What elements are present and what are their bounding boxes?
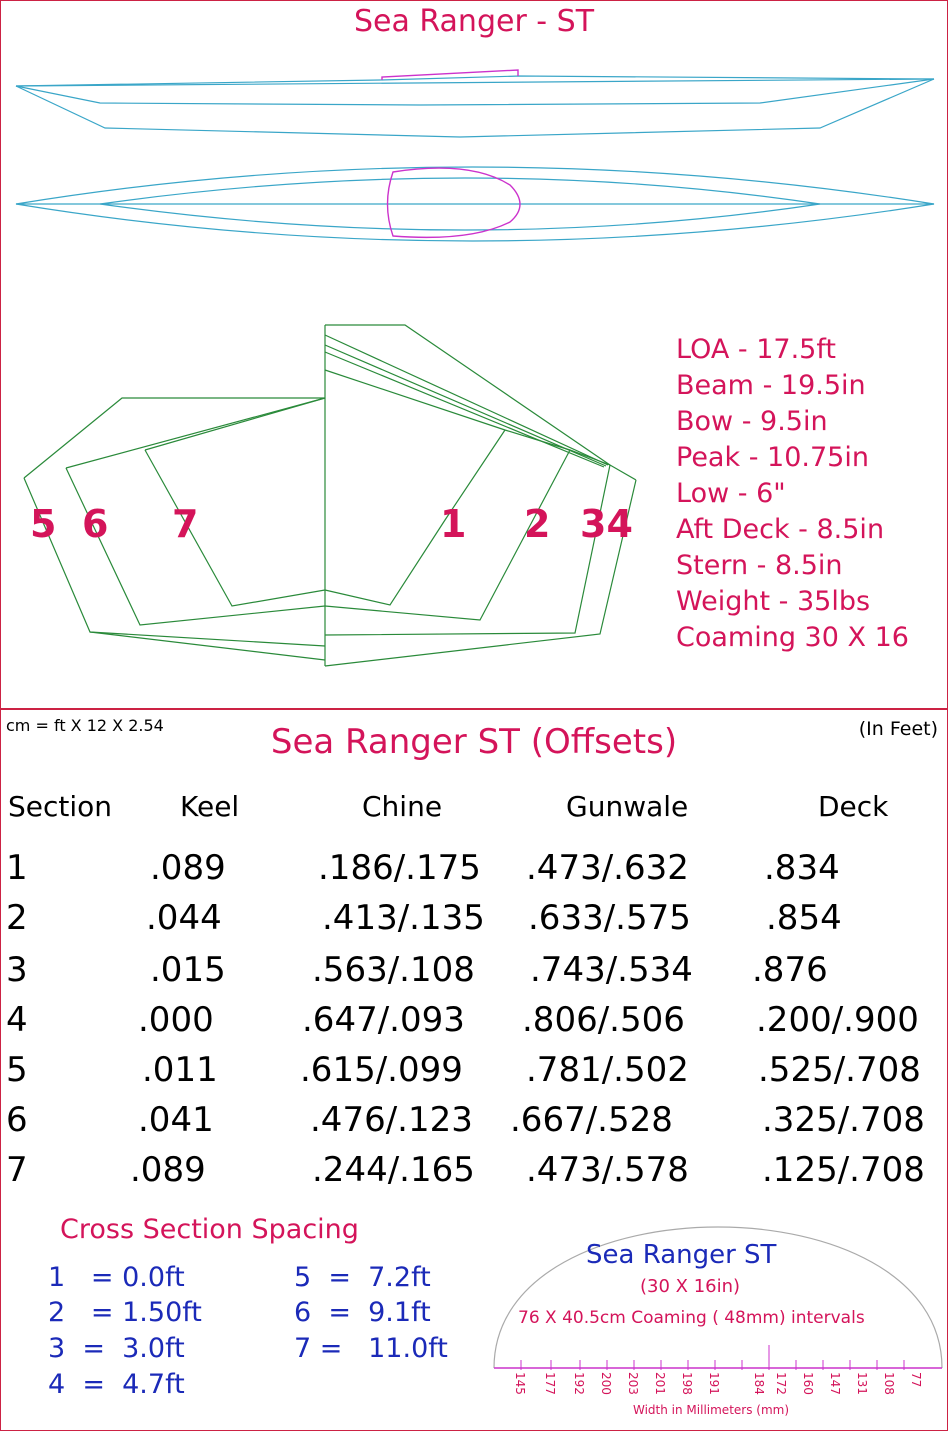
table-cell: 6 [6, 1100, 28, 1140]
table-cell: .476/.123 [310, 1100, 473, 1140]
profile-view [16, 76, 934, 137]
section-label-5: 5 [30, 502, 57, 546]
offsets-title: Sea Ranger ST (Offsets) [270, 722, 678, 762]
width-tick-label: 77 [909, 1372, 923, 1388]
width-tick-label: 172 [774, 1372, 788, 1395]
table-cell: .011 [142, 1050, 218, 1090]
drawing-title: Sea Ranger - ST [353, 4, 595, 39]
col-header-keel: Keel [180, 790, 240, 823]
table-cell: .806/.506 [522, 1000, 685, 1040]
coaming-axis-label: Width in Millimeters (mm) [633, 1403, 790, 1417]
conversion-formula: cm = ft X 12 X 2.54 [6, 716, 164, 735]
section-label-1: 1 [440, 502, 467, 546]
table-cell: .000 [138, 1000, 214, 1040]
width-tick-label: 108 [882, 1372, 896, 1395]
spacing-item: 7 = 11.0ft [294, 1333, 448, 1364]
spec-low: Low - 6" [676, 478, 786, 509]
table-cell: .473/.578 [526, 1150, 689, 1190]
width-tick-label: 145 [513, 1372, 527, 1395]
spec-aft-deck: Aft Deck - 8.5in [676, 514, 885, 545]
offsets-units: (In Feet) [858, 718, 938, 740]
plan-view [16, 167, 934, 241]
table-cell: .834 [764, 848, 840, 888]
width-tick-label: 160 [801, 1372, 815, 1395]
table-cell: .125/.708 [762, 1150, 925, 1190]
spec-stern: Stern - 8.5in [676, 550, 843, 581]
section-label-2: 2 [524, 502, 551, 546]
coaming-template-size: (30 X 16in) [640, 1276, 741, 1297]
coaming-template-note: 76 X 40.5cm Coaming ( 48mm) intervals [518, 1308, 865, 1328]
table-cell: .200/.900 [756, 1000, 919, 1040]
spec-bow: Bow - 9.5in [676, 406, 828, 437]
width-tick-label: 131 [855, 1372, 869, 1395]
spec-weight: Weight - 35lbs [676, 586, 871, 617]
table-cell: .563/.108 [312, 950, 475, 990]
table-cell: .325/.708 [762, 1100, 925, 1140]
table-cell: 3 [6, 950, 28, 990]
table-cell: .089 [130, 1150, 206, 1190]
spec-loa: LOA - 17.5ft [676, 334, 836, 365]
table-cell: .473/.632 [526, 848, 689, 888]
table-cell: .044 [146, 898, 222, 938]
col-header-chine: Chine [362, 790, 443, 823]
section-label-6: 6 [82, 502, 109, 546]
width-tick-label: 147 [828, 1372, 842, 1395]
table-cell: .633/.575 [528, 898, 691, 938]
spec-coaming: Coaming 30 X 16 [676, 622, 909, 653]
table-cell: 7 [6, 1150, 28, 1190]
table-cell: .667/.528 [510, 1100, 673, 1140]
spacing-item: 2 = 1.50ft [48, 1297, 202, 1328]
table-cell: .089 [150, 848, 226, 888]
width-tick-label: 198 [680, 1372, 694, 1395]
section-label-7: 7 [172, 502, 199, 546]
width-tick-label: 191 [707, 1372, 721, 1395]
table-cell: .743/.534 [530, 950, 693, 990]
width-tick-label: 201 [653, 1372, 667, 1395]
table-cell: .186/.175 [318, 848, 481, 888]
table-cell: .615/.099 [300, 1050, 463, 1090]
width-tick-label: 192 [572, 1372, 586, 1395]
width-tick-label: 184 [752, 1372, 766, 1395]
width-tick-label: 200 [599, 1372, 613, 1395]
col-header-section: Section [8, 790, 113, 823]
table-cell: .015 [150, 950, 226, 990]
spacing-item: 6 = 9.1ft [294, 1297, 431, 1328]
coaming-template-title: Sea Ranger ST [586, 1240, 777, 1270]
table-cell: .781/.502 [526, 1050, 689, 1090]
table-cell: .525/.708 [758, 1050, 921, 1090]
table-cell: 1 [6, 848, 28, 888]
body-plan [24, 325, 636, 666]
table-cell: .413/.135 [322, 898, 485, 938]
spacing-item: 4 = 4.7ft [48, 1369, 185, 1400]
table-cell: .041 [138, 1100, 214, 1140]
section-6-left [66, 468, 325, 625]
section-label-34: 34 [580, 502, 633, 546]
spacing-item: 1 = 0.0ft [48, 1262, 185, 1293]
width-tick-label: 177 [543, 1372, 557, 1395]
col-header-deck: Deck [818, 790, 889, 823]
table-cell: .244/.165 [312, 1150, 475, 1190]
table-cell: 4 [6, 1000, 28, 1040]
table-cell: .876 [752, 950, 828, 990]
spec-beam: Beam - 19.5in [676, 370, 866, 401]
table-cell: .647/.093 [302, 1000, 465, 1040]
spec-peak: Peak - 10.75in [676, 442, 869, 473]
table-cell: 5 [6, 1050, 28, 1090]
col-header-gunwale: Gunwale [566, 790, 689, 823]
width-tick-label: 203 [626, 1372, 640, 1395]
spacing-item: 5 = 7.2ft [294, 1262, 431, 1293]
section-1-right [325, 430, 505, 605]
table-cell: 2 [6, 898, 28, 938]
spacing-item: 3 = 3.0ft [48, 1333, 185, 1364]
profile-keel-line [16, 79, 934, 137]
table-cell: .854 [766, 898, 842, 938]
cross-section-spacing-title: Cross Section Spacing [60, 1214, 359, 1245]
